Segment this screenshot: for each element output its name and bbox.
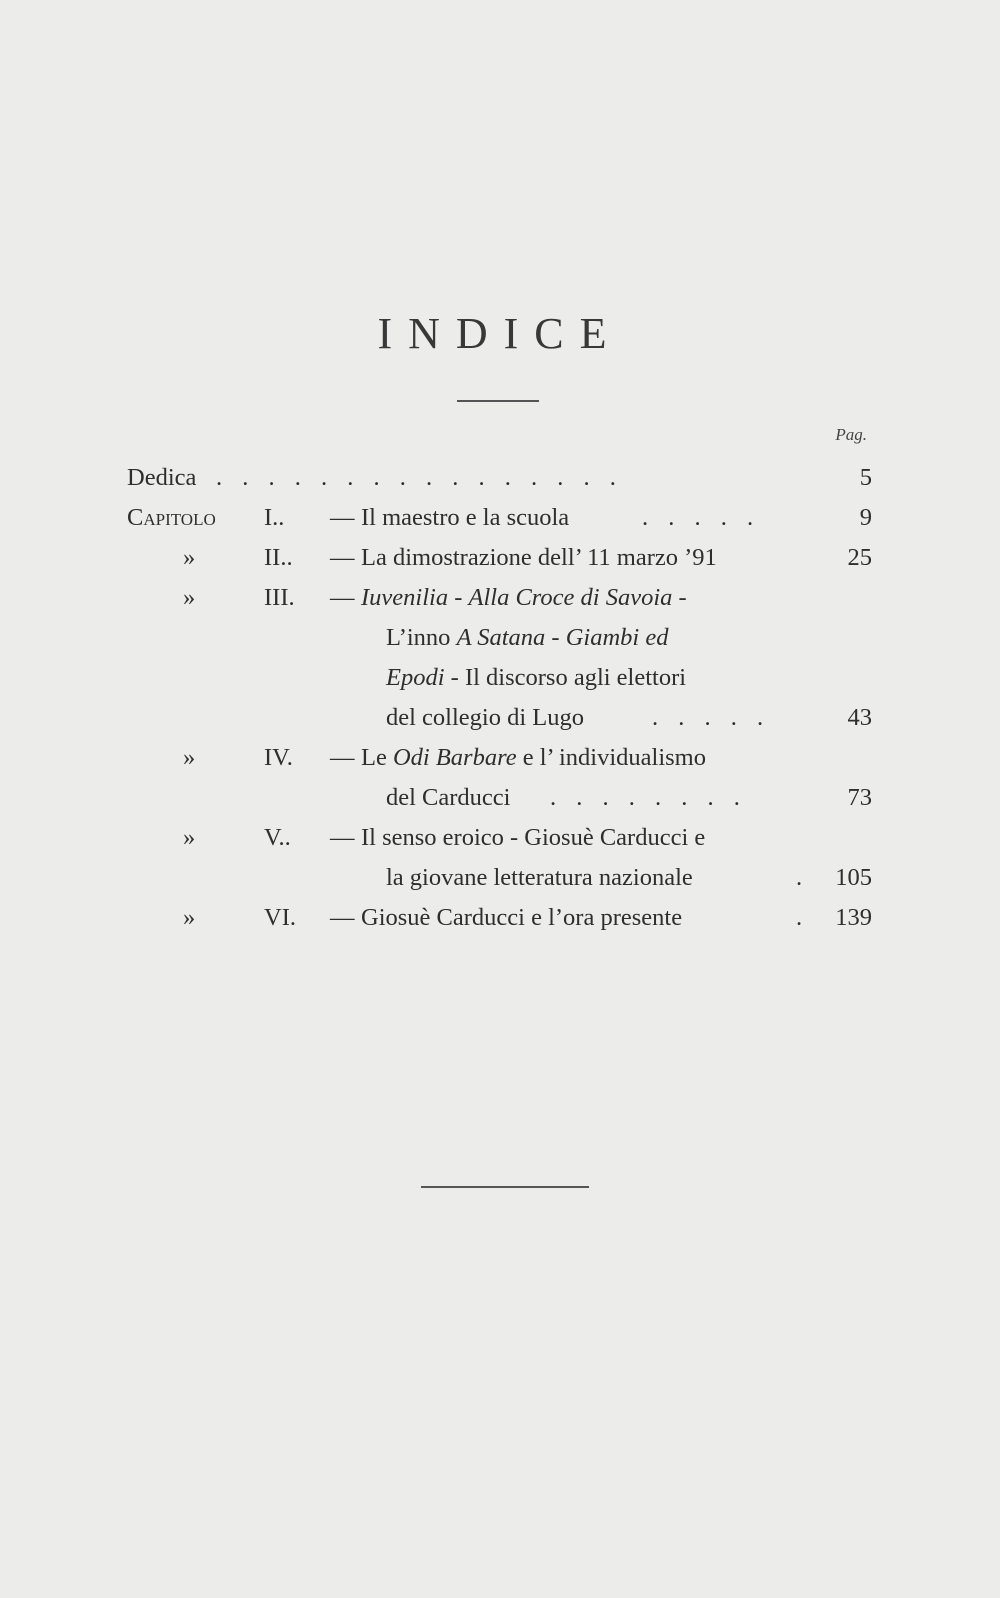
toc-entry-dedica: Dedica . . . . . . . . . . . . . . . . 5 [0, 458, 1000, 498]
page-number: 25 [847, 544, 872, 571]
page-number: 5 [859, 464, 872, 491]
toc-entry-chapter-1: Capitolo I.. — Il maestro e la scuola . . . . . 9 [0, 498, 1000, 538]
toc-entry-chapter-5: » V.. — Il senso eroico - Giosuè Carducci e [183, 824, 706, 851]
page-number: 9 [859, 504, 872, 531]
pag-column-label: Pag. [835, 425, 867, 444]
toc-entry-chapter-6: » VI. — Giosuè Carducci e l’ora presente . 139 [0, 898, 1000, 938]
page-number: 139 [835, 904, 872, 931]
toc-entry-chapter-5-cont: la giovane letteratura nazionale . 105 [0, 858, 1000, 898]
toc-entry-chapter-2: » II.. — La dimostrazione dell’ 11 marzo ’91 25 [0, 538, 1000, 578]
page-number: 43 [847, 704, 872, 731]
page-number: 73 [847, 784, 872, 811]
page-number: 105 [835, 864, 872, 891]
toc-entry-chapter-3-cont: L’inno A Satana - Giambi ed [386, 624, 669, 651]
toc-entry-chapter-3-cont: Epodi - Il discorso agli elettori [386, 664, 687, 691]
title-rule [457, 400, 539, 402]
toc-entry-chapter-3: » III. — Iuvenilia - Alla Croce di Savoia - [183, 584, 687, 611]
closing-rule [421, 1186, 589, 1188]
toc-entry-chapter-4: » IV. — Le Odi Barbare e l’ individualismo [183, 744, 706, 771]
toc-entry-chapter-3-cont: del collegio di Lugo . . . . . 43 [0, 698, 1000, 738]
toc-entry-chapter-4-cont: del Carducci . . . . . . . . 73 [0, 778, 1000, 818]
page-title: INDICE [377, 309, 623, 358]
